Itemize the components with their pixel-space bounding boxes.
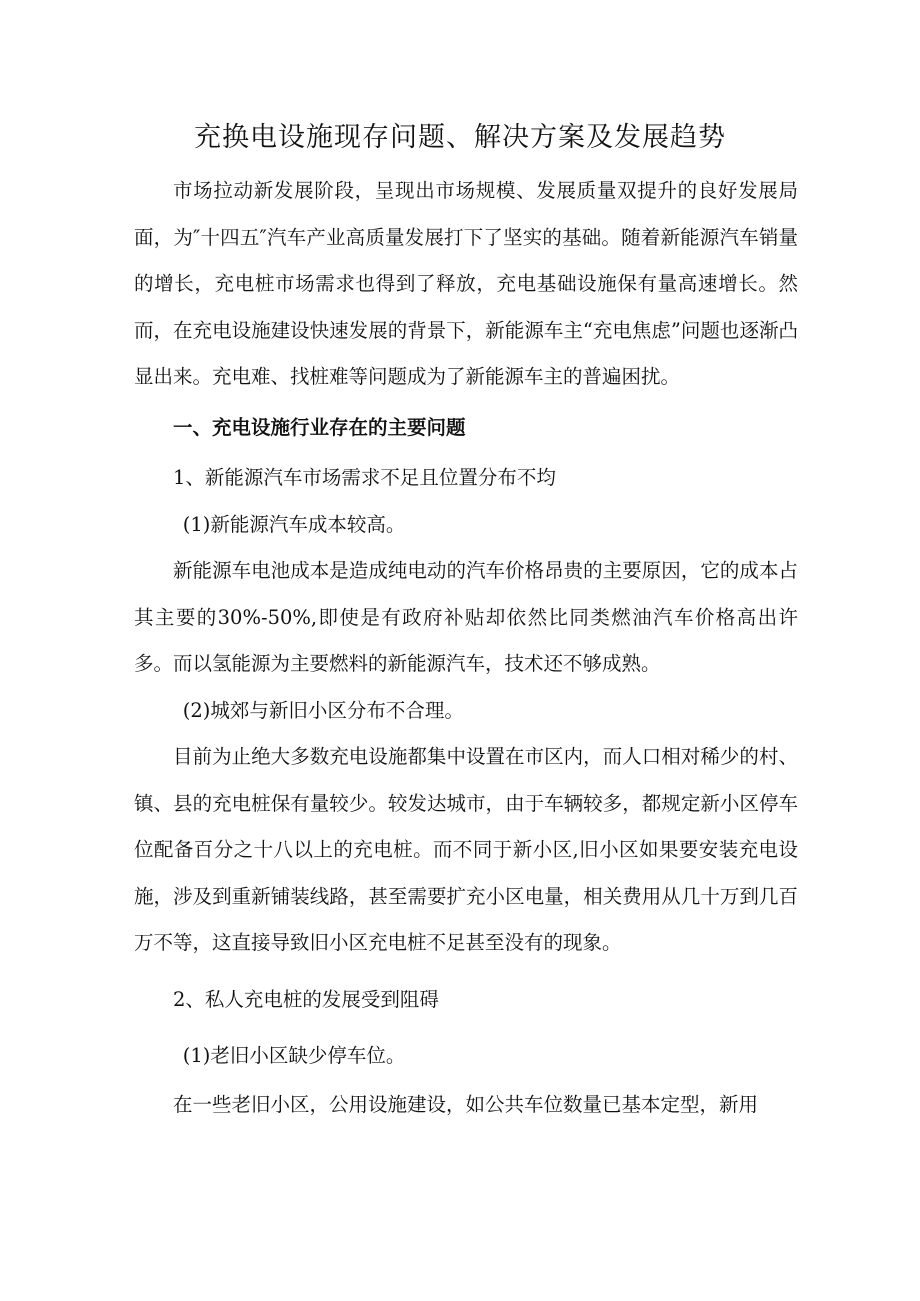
body-paragraph-2-1: 在一些老旧小区，公用设施建设，如公共车位数量已基本定型，新用 [173,1092,759,1116]
document-title: 充换电设施现存问题、解决方案及发展趋势 [194,122,726,153]
body-paragraph-1-2: 目前为止绝大多数充电设施都集中设置在市区内，而人口相对稀少的村、镇、县的充电桩保有量较少。较发达城市，由于车辆较多，都规定新小区停车位配备百分之十八以上的充电桩。而不同于新小区,旧小区如果要安装充电设施，涉及到重新铺装线路，甚至需要扩充小区电量，相关费用从几十万到几百万不等，这直接导致旧小区充电桩不足甚至没有的现象。 [134,745,798,954]
item-heading-1-2: (2)城郊与新旧小区分布不合理。 [182,698,464,722]
document-body [134,168,798,1128]
subsection-heading-2: 2、私人充电桩的发展受到阻碍 [173,987,439,1011]
section-heading-1: 一、充电设施行业存在的主要问题 [173,415,466,439]
body-paragraph-1-1: 新能源车电池成本是造成纯电动的汽车价格昂贵的主要原因，它的成本占其主要的30%-50%,即使是有政府补贴却依然比同类燃油汽车价格高出许多。而以氢能源为主要燃料的新能源汽车，技术还不够成熟。 [134,559,798,675]
subsection-heading-1: 1、新能源汽车市场需求不足且位置分布不均 [173,466,556,489]
item-heading-2-1: (1)老旧小区缺少停车位。 [182,1044,406,1067]
intro-paragraph: 市场拉动新发展阶段，呈现出市场规模、发展质量双提升的良好发展局面，为″十四五″汽车产业高质量发展打下了坚实的基础。随着新能源汽车销量的增长，充电桩市场需求也得到了释放，充电基础设施保有量高速增长。然而，在充电设施建设快速发展的背景下，新能源车主“充电焦虑”问题也逐渐凸显出来。充电难、找桩难等问题成为了新能源车主的普遍困扰。 [134,179,798,388]
item-heading-1-1: (1)新能源汽车成本较高。 [182,512,406,536]
